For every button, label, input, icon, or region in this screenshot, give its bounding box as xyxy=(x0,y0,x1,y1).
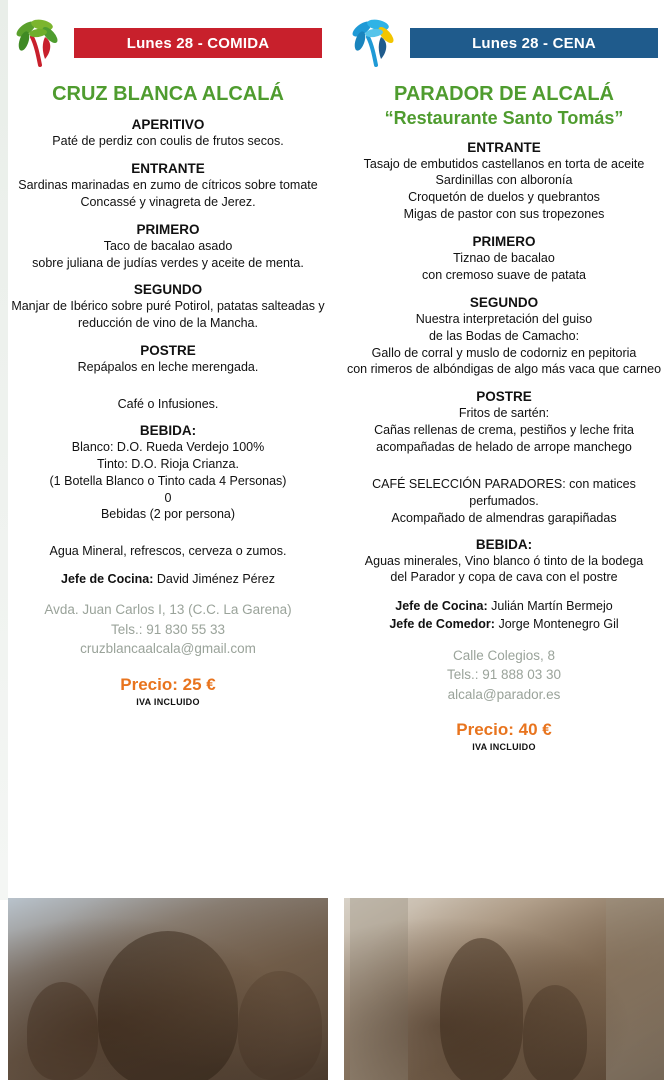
section-title: APERITIVO xyxy=(131,117,205,132)
header-row-right xyxy=(344,0,664,72)
section-line: Croquetón de duelos y quebrantos xyxy=(408,190,600,205)
section-line: reducción de vino de la Mancha. xyxy=(78,316,258,331)
address-left xyxy=(8,600,328,659)
email-line[interactable]: alcala@parador.es xyxy=(447,686,561,702)
section-line: Tinto: D.O. Rioja Crianza. xyxy=(97,456,239,471)
phone-line: Tels.: 91 888 03 30 xyxy=(446,667,562,683)
section-line: Taco de bacalao asado xyxy=(103,238,233,253)
phone-line: Tels.: 91 830 55 33 xyxy=(110,621,226,637)
section-title: SEGUNDO xyxy=(133,282,203,298)
section-line: (1 Botella Blanco o Tinto cada 4 Personas) xyxy=(49,473,287,488)
section-title: PRIMERO xyxy=(472,234,536,249)
section-line: Repápalos en leche merengada. xyxy=(77,360,259,375)
section-title: ENTRANTE xyxy=(131,160,205,176)
palm-tree-logo-blue-icon xyxy=(348,15,404,71)
staff-role: Jefe de Comedor: xyxy=(389,617,495,632)
section-primero-right xyxy=(344,234,664,284)
section-postre xyxy=(8,343,328,376)
note-line: CAFÉ SELECCIÓN PARADORES: con matices perfumados. xyxy=(372,476,636,508)
section-title: SEGUNDO xyxy=(469,294,539,310)
photo-left xyxy=(8,898,328,1080)
staff-name: Jorge Montenegro Gil xyxy=(498,617,619,632)
section-postre-right xyxy=(344,389,664,456)
section-line: Gallo de corral y muslo de codorniz en pepitoria xyxy=(371,345,637,360)
section-line: Blanco: D.O. Rueda Verdejo 100% xyxy=(71,439,265,454)
staff-role: Jefe de Cocina: xyxy=(61,572,154,587)
staff-name: David Jiménez Pérez xyxy=(156,572,275,587)
restaurant-subtitle-right: “Restaurante Santo Tomás” xyxy=(384,108,624,128)
section-title: BEBIDA: xyxy=(475,536,533,552)
section-title: ENTRANTE xyxy=(467,139,541,155)
section-line: sobre juliana de judías verdes y aceite de menta. xyxy=(32,255,304,270)
section-line: Sardinillas con alboronía xyxy=(435,173,573,188)
banner-cena: Lunes 28 - CENA xyxy=(410,28,658,58)
section-line: con cremoso suave de patata xyxy=(422,267,586,282)
section-line: Bebidas (2 por persona) xyxy=(100,507,236,522)
section-line: de las Bodas de Camacho: xyxy=(428,328,580,343)
note-agua-left: Agua Mineral, refrescos, cerveza o zumos. xyxy=(49,544,287,559)
restaurant-title-right: PARADOR DE ALCALÁ xyxy=(394,83,614,105)
section-line: Migas de pastor con sus tropezones xyxy=(403,207,605,222)
section-line: Manjar de Ibérico sobre puré Potirol, patatas salteadas y xyxy=(11,299,325,314)
address-line: Calle Colegios, 8 xyxy=(452,647,556,663)
banner-comida: Lunes 28 - COMIDA xyxy=(74,28,322,58)
staff-chef-right xyxy=(344,597,664,615)
section-line: Nuestra interpretación del guiso xyxy=(415,311,593,326)
menu-column-cena xyxy=(336,0,672,1080)
section-bebida-left xyxy=(8,423,328,523)
section-bebida-right xyxy=(344,537,664,587)
staff-role: Jefe de Cocina: xyxy=(395,599,488,614)
section-title: PRIMERO xyxy=(136,221,200,237)
section-line: acompañadas de helado de arrope manchego xyxy=(376,440,632,454)
restaurant-title-left: CRUZ BLANCA ALCALÁ xyxy=(52,83,284,105)
section-aperitivo xyxy=(8,117,328,150)
section-line: Sardinas marinadas en zumo de cítricos sobre tomate xyxy=(18,177,318,192)
section-line: Fritos de sartén: xyxy=(458,406,550,421)
header-row-left xyxy=(8,0,328,72)
price-left: Precio: 25 € xyxy=(120,674,216,694)
section-title: POSTRE xyxy=(476,389,532,405)
menu-sections-left xyxy=(8,117,328,707)
note-cafe-right xyxy=(344,476,664,527)
note-cafe-left: Café o Infusiones. xyxy=(117,397,219,411)
palm-tree-logo-red-icon xyxy=(12,15,68,71)
menu-sections-right xyxy=(344,140,664,753)
staff-name: Julián Martín Bermejo xyxy=(491,599,613,614)
address-line: Avda. Juan Carlos I, 13 (C.C. La Garena) xyxy=(44,602,292,618)
section-line: Cañas rellenas de crema, pestiños y leche frita xyxy=(374,423,634,438)
section-line: Aguas minerales, Vino blanco ó tinto de la bodega xyxy=(364,553,644,568)
section-line: Paté de perdiz con coulis de frutos secos. xyxy=(52,134,284,148)
section-entrante-right xyxy=(344,140,664,224)
section-title: BEBIDA: xyxy=(139,422,197,438)
address-right xyxy=(344,646,664,705)
staff-maitre-right xyxy=(344,615,664,633)
section-title: POSTRE xyxy=(140,343,196,359)
note-line: Acompañado de almendras garapiñadas xyxy=(391,510,617,525)
email-line[interactable]: cruzblancaalcala@gmail.com xyxy=(80,641,256,657)
photo-right xyxy=(344,898,664,1080)
section-segundo-right xyxy=(344,295,664,379)
section-line: con rimeros de albóndigas de algo más vaca que carneo xyxy=(346,362,662,377)
price-note-right: IVA INCLUIDO xyxy=(472,742,536,753)
section-line: Tiznao de bacalao xyxy=(453,251,555,265)
price-right: Precio: 40 € xyxy=(456,720,552,740)
section-entrante xyxy=(8,161,328,211)
staff-chef-left xyxy=(8,570,328,588)
section-line: del Parador y copa de cava con el postre xyxy=(390,570,618,585)
section-segundo xyxy=(8,282,328,332)
section-primero xyxy=(8,222,328,272)
section-line: Tasajo de embutidos castellanos en torta de aceite xyxy=(363,156,645,171)
price-note-left: IVA INCLUIDO xyxy=(136,696,200,707)
section-line: 0 xyxy=(164,490,172,505)
section-line: Concassé y vinagreta de Jerez. xyxy=(80,194,256,209)
